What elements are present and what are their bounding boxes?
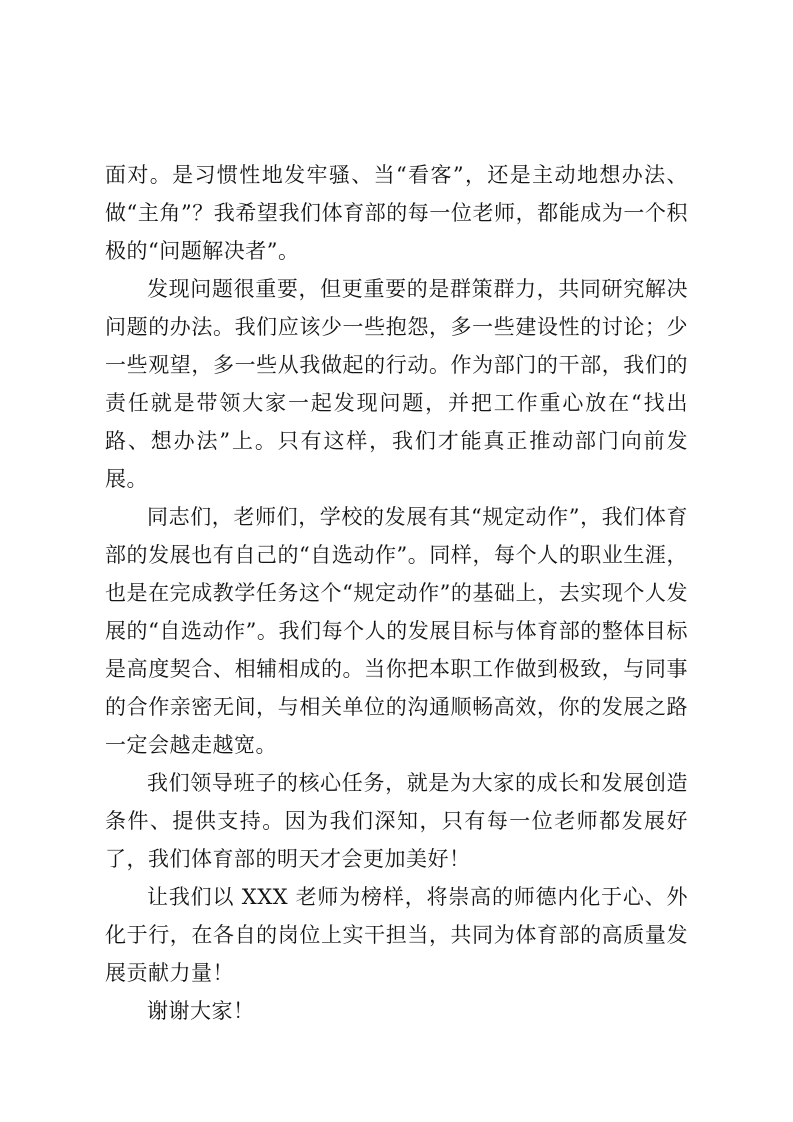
paragraph-closing-thanks: 谢谢大家！ [147, 999, 255, 1023]
paragraph-call-to-action: 让我们以 XXX 老师为榜样，将崇高的师德内化于心、外化于行，在各自的岗位上实干担当，共同为体育部的高质量发展贡献力量！ [105, 885, 688, 985]
document-text-block [105, 156, 688, 1030]
paragraph-leadership-task: 我们领导班子的核心任务，就是为大家的成长和发展创造条件、提供支持。因为我们深知，只有每一位老师都发展好了，我们体育部的明天才会更加美好！ [105, 771, 688, 871]
paragraph-find-problems: 发现问题很重要，但更重要的是群策群力，共同研究解决问题的办法。我们应该少一些抱怨，多一些建设性的讨论；少一些观望，多一些从我做起的行动。作为部门的干部，我们的责任就是带领大家一起发现问题，并把工作重心放在“找出路、想办法”上。只有这样，我们才能真正推动部门向前发展。 [105, 277, 688, 491]
paragraph-continuation: 面对。是习惯性地发牢骚、当“看客”，还是主动地想办法、做“主角”？我希望我们体育部的每一位老师，都能成为一个积极的“问题解决者”。 [105, 163, 688, 263]
paragraph-development-goals: 同志们，老师们，学校的发展有其“规定动作”，我们体育部的发展也有自己的“自选动作”。同样，每个人的职业生涯，也是在完成教学任务这个“规定动作”的基础上，去实现个人发展的“自选动作”。我们每个人的发展目标与体育部的整体目标是高度契合、相辅相成的。当你把本职工作做到极致，与同事的合作亲密无间，与相关单位的沟通顺畅高效，你的发展之路一定会越走越宽。 [105, 505, 688, 757]
